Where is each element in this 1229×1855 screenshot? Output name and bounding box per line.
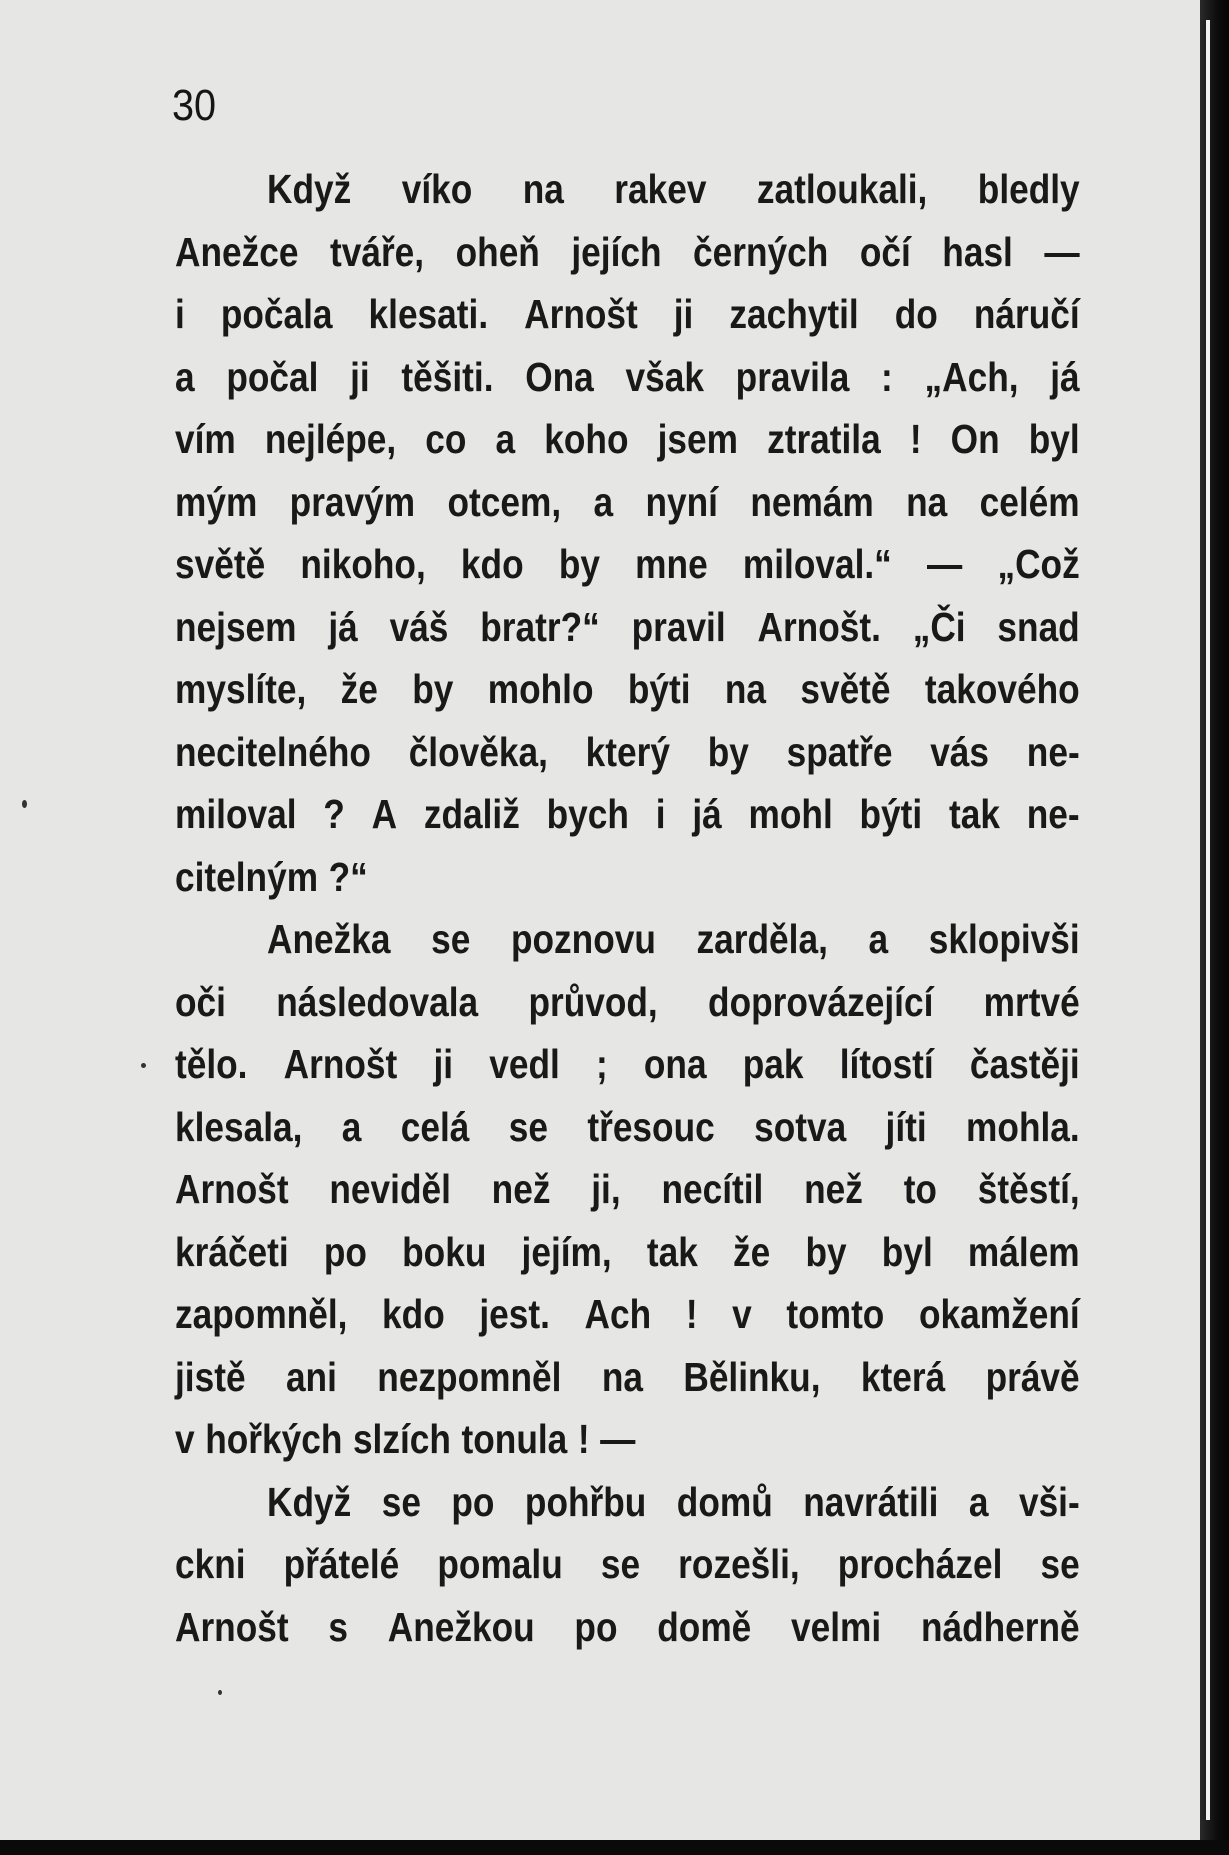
word: domů bbox=[676, 1478, 773, 1525]
text-line bbox=[175, 1096, 1080, 1159]
text-line bbox=[175, 346, 1080, 409]
word: doprovázející bbox=[708, 978, 934, 1025]
word: ona bbox=[643, 1041, 707, 1087]
text-line bbox=[175, 783, 1080, 846]
word: by bbox=[805, 1228, 847, 1275]
word: Anežkou bbox=[387, 1603, 535, 1650]
word: v bbox=[175, 1416, 195, 1462]
text-line bbox=[175, 221, 1080, 284]
word: — bbox=[600, 1416, 636, 1462]
word: ji bbox=[350, 353, 370, 400]
word: ani bbox=[285, 1353, 337, 1400]
page-number: 30 bbox=[172, 81, 217, 130]
text-line bbox=[175, 721, 1080, 784]
word: náručí bbox=[973, 291, 1080, 337]
word: ! bbox=[909, 416, 922, 462]
word: a bbox=[968, 1478, 989, 1525]
word: se bbox=[381, 1478, 421, 1525]
text-line bbox=[175, 533, 1080, 596]
word: býti bbox=[859, 791, 923, 837]
word: častěji bbox=[969, 1041, 1080, 1087]
word: kráčeti bbox=[175, 1228, 289, 1275]
word: „Ach, bbox=[924, 353, 1019, 400]
word: ji bbox=[673, 291, 694, 337]
word: sotva bbox=[754, 1103, 847, 1150]
word: byl bbox=[881, 1228, 933, 1275]
word: vši- bbox=[1018, 1478, 1080, 1525]
text-body bbox=[175, 158, 1080, 1658]
word: zapomněl, bbox=[175, 1291, 348, 1337]
word: celá bbox=[400, 1103, 470, 1150]
word: jest. bbox=[479, 1291, 550, 1337]
word: se bbox=[600, 1541, 641, 1587]
word: Když bbox=[267, 1478, 352, 1525]
word: „Což bbox=[997, 541, 1080, 587]
word: vedl bbox=[489, 1041, 560, 1087]
word: než bbox=[804, 1166, 863, 1212]
word: mne bbox=[635, 541, 708, 587]
word: právě bbox=[985, 1353, 1080, 1400]
word: na bbox=[522, 166, 564, 212]
word: snad bbox=[997, 603, 1080, 650]
word: kdo bbox=[460, 541, 524, 587]
word: hasl bbox=[942, 228, 1013, 275]
word: na bbox=[724, 666, 767, 712]
text-line bbox=[175, 1158, 1080, 1221]
word: počala bbox=[220, 291, 333, 337]
word: by bbox=[558, 541, 600, 587]
word: přátelé bbox=[283, 1541, 400, 1587]
word: mohla. bbox=[966, 1103, 1080, 1150]
word: miloval.“ bbox=[742, 541, 892, 587]
word: koho bbox=[544, 416, 629, 462]
word: vím bbox=[175, 416, 236, 462]
word: Ach bbox=[584, 1291, 652, 1337]
word: na bbox=[906, 478, 948, 525]
word: sklopivši bbox=[928, 916, 1080, 962]
word: zachytil bbox=[729, 291, 859, 337]
word: ztratila bbox=[767, 416, 881, 462]
word: miloval bbox=[175, 791, 297, 837]
word: ? bbox=[323, 791, 345, 837]
paper-speck bbox=[22, 800, 27, 808]
word: štěstí, bbox=[977, 1166, 1080, 1212]
word: zdaliž bbox=[423, 791, 520, 837]
word: třesouc bbox=[587, 1103, 715, 1150]
word: hořkých bbox=[205, 1416, 343, 1462]
word: mrtvé bbox=[983, 978, 1080, 1025]
word: jíti bbox=[885, 1103, 927, 1150]
word: a bbox=[175, 353, 195, 400]
word: pravila bbox=[735, 353, 850, 400]
word: Když bbox=[267, 166, 352, 212]
word: lítostí bbox=[839, 1041, 934, 1087]
word: a bbox=[868, 916, 889, 962]
word: jsem bbox=[657, 416, 738, 462]
word: mým bbox=[175, 478, 258, 525]
word: zatloukali, bbox=[756, 166, 928, 212]
word: pak bbox=[742, 1041, 804, 1087]
word: na bbox=[601, 1353, 643, 1400]
word: a bbox=[495, 416, 516, 462]
word: světě bbox=[800, 666, 891, 712]
word: který bbox=[585, 728, 670, 775]
word: málem bbox=[967, 1228, 1080, 1275]
word: nejsem bbox=[175, 603, 297, 650]
word: nemám bbox=[750, 478, 874, 525]
word: tomto bbox=[786, 1291, 885, 1337]
word: pomalu bbox=[437, 1541, 563, 1587]
word: rozešli, bbox=[678, 1541, 800, 1587]
word: Arnošt bbox=[175, 1166, 289, 1212]
paper-speck bbox=[218, 1690, 222, 1695]
text-line bbox=[175, 408, 1080, 471]
word: ji, bbox=[591, 1166, 621, 1212]
word: počal bbox=[226, 353, 319, 400]
word: a bbox=[341, 1103, 362, 1150]
word: navrátili bbox=[803, 1478, 939, 1525]
word: já bbox=[692, 791, 722, 837]
word: by bbox=[707, 728, 749, 775]
word: to bbox=[903, 1166, 937, 1212]
word: nikoho, bbox=[300, 541, 426, 587]
word: klesati. bbox=[368, 291, 489, 337]
text-line bbox=[175, 846, 1080, 909]
word: myslíte, bbox=[175, 666, 307, 712]
word: průvod, bbox=[528, 978, 658, 1025]
word: tak bbox=[646, 1228, 698, 1275]
word: takového bbox=[924, 666, 1080, 712]
word: Ona bbox=[525, 353, 594, 400]
word: tělo. bbox=[175, 1041, 248, 1087]
word: ne- bbox=[1026, 791, 1080, 837]
word: i bbox=[175, 291, 185, 337]
word: bratr?“ bbox=[480, 603, 600, 650]
word: pravým bbox=[289, 478, 416, 525]
word: neviděl bbox=[329, 1166, 451, 1212]
text-line bbox=[175, 658, 1080, 721]
word: víko bbox=[401, 166, 473, 212]
word: — bbox=[1044, 228, 1080, 275]
word: ne- bbox=[1026, 728, 1080, 775]
text-line bbox=[175, 596, 1080, 659]
word: tváře, bbox=[329, 228, 425, 275]
word: Bělinku, bbox=[683, 1353, 821, 1400]
paper-speck bbox=[141, 1063, 146, 1068]
word: po bbox=[574, 1603, 618, 1650]
word: co bbox=[425, 416, 467, 462]
word: nádherně bbox=[920, 1603, 1080, 1650]
word: býti bbox=[627, 666, 691, 712]
word: poznovu bbox=[510, 916, 656, 962]
text-line bbox=[175, 971, 1080, 1034]
word: bych bbox=[546, 791, 629, 837]
word: boku bbox=[402, 1228, 487, 1275]
word: slzích bbox=[352, 1416, 451, 1462]
word: s bbox=[328, 1603, 348, 1650]
word: ji bbox=[433, 1041, 454, 1087]
word: velmi bbox=[791, 1603, 882, 1650]
text-line bbox=[175, 1283, 1080, 1346]
word: člověka, bbox=[408, 728, 548, 775]
word: jistě bbox=[175, 1353, 246, 1400]
page-bottom-shadow bbox=[0, 1840, 1229, 1855]
word: Arnošt. bbox=[757, 603, 881, 650]
word: Anežka bbox=[267, 916, 391, 962]
word: očí bbox=[859, 228, 911, 275]
word: ckni bbox=[175, 1541, 246, 1587]
word: tak bbox=[949, 791, 1000, 837]
word: se bbox=[1040, 1541, 1080, 1587]
word: tonula bbox=[461, 1416, 568, 1462]
text-line bbox=[175, 1408, 1080, 1471]
word: která bbox=[860, 1353, 946, 1400]
word: — bbox=[927, 541, 963, 587]
word: váš bbox=[389, 603, 449, 650]
word: procházel bbox=[837, 1541, 1003, 1587]
word: A bbox=[371, 791, 398, 837]
word: On bbox=[950, 416, 1000, 462]
word: necitelného bbox=[175, 728, 371, 775]
word: však bbox=[625, 353, 704, 400]
word: ; bbox=[595, 1041, 608, 1087]
word: spatře bbox=[786, 728, 893, 775]
word: „Či bbox=[912, 603, 966, 650]
adjacent-page-edge bbox=[1206, 20, 1210, 1820]
word: ?“ bbox=[328, 853, 368, 900]
word: bledly bbox=[977, 166, 1080, 212]
word: nyní bbox=[645, 478, 718, 525]
text-line bbox=[175, 471, 1080, 534]
word: já bbox=[328, 603, 358, 650]
word: citelným bbox=[175, 853, 319, 900]
word: okamžení bbox=[918, 1291, 1080, 1337]
word: jejích bbox=[571, 228, 662, 275]
word: po bbox=[451, 1478, 495, 1525]
word: byl bbox=[1028, 416, 1080, 462]
word: mohl bbox=[748, 791, 833, 837]
word: otcem, bbox=[447, 478, 562, 525]
word: vás bbox=[930, 728, 990, 775]
word: celém bbox=[979, 478, 1080, 525]
word: se bbox=[508, 1103, 548, 1150]
text-line bbox=[175, 1471, 1080, 1534]
word: já bbox=[1050, 353, 1080, 400]
word: nejlépe, bbox=[264, 416, 397, 462]
word: oheň bbox=[455, 228, 540, 275]
word: ! bbox=[685, 1291, 698, 1337]
word: pohřbu bbox=[524, 1478, 647, 1525]
word: zarděla, bbox=[696, 916, 828, 962]
word: se bbox=[431, 916, 471, 962]
text-line bbox=[175, 283, 1080, 346]
word: rakev bbox=[614, 166, 707, 212]
text-line bbox=[175, 158, 1080, 221]
word: pravil bbox=[631, 603, 726, 650]
text-line bbox=[175, 1221, 1080, 1284]
word: Arnošt bbox=[524, 291, 638, 337]
word: jejím, bbox=[521, 1228, 612, 1275]
word: těšiti. bbox=[401, 353, 494, 400]
word: že bbox=[733, 1228, 771, 1275]
word: než bbox=[491, 1166, 551, 1212]
word: domě bbox=[657, 1603, 752, 1650]
word: v bbox=[732, 1291, 752, 1337]
word: černých bbox=[693, 228, 829, 275]
text-line bbox=[175, 1033, 1080, 1096]
word: necítil bbox=[661, 1166, 764, 1212]
word: klesala, bbox=[175, 1103, 303, 1150]
word: i bbox=[655, 791, 666, 837]
text-line bbox=[175, 1346, 1080, 1409]
word: a bbox=[593, 478, 614, 525]
word: po bbox=[323, 1228, 367, 1275]
word: světě bbox=[175, 541, 266, 587]
word: Anežce bbox=[175, 228, 299, 275]
word: do bbox=[894, 291, 938, 337]
word: oči bbox=[175, 978, 226, 1025]
word: by bbox=[412, 666, 454, 712]
word: Arnošt bbox=[283, 1041, 398, 1087]
word: že bbox=[340, 666, 378, 712]
word: ! bbox=[577, 1416, 590, 1462]
text-line bbox=[175, 1596, 1080, 1659]
word: kdo bbox=[382, 1291, 445, 1337]
word: Arnošt bbox=[175, 1603, 289, 1650]
word: následovala bbox=[276, 978, 479, 1025]
page-edge-shadow bbox=[1200, 0, 1229, 1855]
word: mohlo bbox=[487, 666, 594, 712]
text-line bbox=[175, 908, 1080, 971]
word: nezpomněl bbox=[377, 1353, 562, 1400]
word: : bbox=[881, 353, 893, 400]
text-line bbox=[175, 1533, 1080, 1596]
